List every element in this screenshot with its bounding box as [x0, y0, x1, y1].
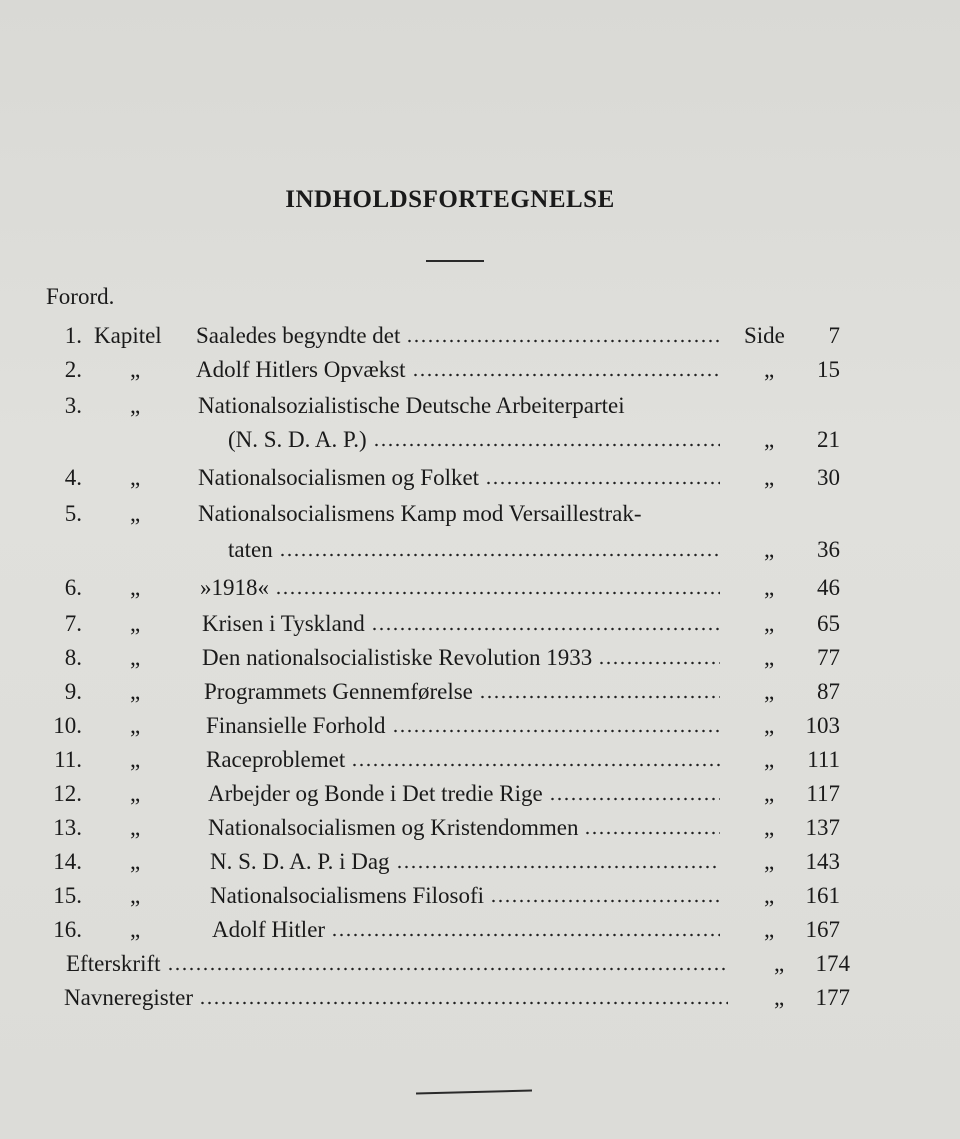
chapter-number: 3.: [64, 393, 82, 418]
chapter-title: [204, 676, 726, 708]
extra-title: [66, 948, 734, 980]
ditto-mark: „: [764, 357, 775, 382]
toc-row: [0, 390, 960, 422]
toc-row: [0, 320, 960, 352]
chapter-title-text: Saaledes begyndte det: [196, 323, 401, 348]
chapter-title: [202, 642, 726, 674]
ditto-mark: „: [130, 713, 141, 738]
page-number: 7: [828, 323, 840, 348]
dot-leader: [598, 660, 720, 666]
side-label: Side: [744, 323, 785, 348]
chapter-title-text: Adolf Hitlers Opvækst: [196, 357, 406, 382]
dot-leader: [199, 1000, 728, 1006]
chapter-title-text: N. S. D. A. P. i Dag: [210, 849, 390, 874]
dot-leader: [490, 898, 720, 904]
toc-row: [0, 676, 960, 708]
toc-row: [0, 354, 960, 386]
ditto-mark: „: [764, 537, 775, 562]
ditto-mark: „: [130, 849, 141, 874]
chapter-title-text: Raceproblemet: [206, 747, 346, 772]
extra-title-text: Navneregister: [64, 985, 193, 1010]
title-rule: [426, 260, 484, 262]
chapter-title: [196, 320, 726, 352]
ditto-mark: „: [764, 849, 775, 874]
chapter-number: 16.: [53, 917, 82, 942]
dot-leader: [412, 372, 720, 378]
dot-leader: [406, 338, 720, 344]
page-number: 15: [817, 357, 840, 382]
chapter-title: [210, 880, 726, 912]
toc-row: [0, 462, 960, 494]
toc-row: [0, 846, 960, 878]
page-number: 30: [817, 465, 840, 490]
chapter-number: 1.: [64, 323, 82, 348]
chapter-title: [196, 354, 726, 386]
chapter-title-text: Nationalsocialismens Filosofi: [210, 883, 485, 908]
ditto-mark: „: [130, 501, 141, 526]
chapter-title: [208, 812, 726, 844]
page-number: 87: [817, 679, 840, 704]
ditto-mark: „: [130, 883, 141, 908]
forord-entry: Forord.: [46, 284, 115, 309]
toc-row-continuation: [0, 424, 960, 456]
chapter-title: [198, 462, 726, 494]
dot-leader: [331, 932, 720, 938]
dot-leader: [584, 830, 720, 836]
chapter-title-text: Nationalsocialismen og Folket: [198, 465, 480, 490]
page-number: 174: [815, 951, 850, 976]
dot-leader: [396, 864, 720, 870]
toc-row: [0, 914, 960, 946]
chapter-title-text: Krisen i Tyskland: [202, 611, 365, 636]
toc-row: [0, 642, 960, 674]
extra-title-text: Efterskrift: [66, 951, 161, 976]
extra-title: [64, 982, 734, 1014]
chapter-number: 15.: [53, 883, 82, 908]
toc-row: [0, 710, 960, 742]
dot-leader: [371, 626, 720, 632]
ditto-mark: „: [764, 645, 775, 670]
chapter-title-text: Nationalsocialismen og Kristendommen: [208, 815, 579, 840]
page-number: 46: [817, 575, 840, 600]
toc-row-extra: [0, 982, 960, 1014]
page-number: 65: [817, 611, 840, 636]
dot-leader: [479, 694, 720, 700]
chapter-title-continuation: [228, 534, 726, 566]
ditto-mark: „: [130, 917, 141, 942]
chapter-number: 6.: [64, 575, 82, 600]
chapter-title-text: Adolf Hitler: [212, 917, 326, 942]
ditto-mark: „: [764, 713, 775, 738]
ditto-mark: „: [774, 951, 785, 976]
chapter-title-text: Finansielle Forhold: [206, 713, 386, 738]
chapter-title: [210, 846, 726, 878]
toc-row: [0, 778, 960, 810]
ditto-mark: „: [764, 679, 775, 704]
ditto-mark: „: [764, 747, 775, 772]
dot-leader: [485, 480, 720, 486]
chapter-number: 9.: [64, 679, 82, 704]
chapter-number: 11.: [54, 747, 82, 772]
chapter-title: [206, 710, 726, 742]
page-number: 77: [817, 645, 840, 670]
chapter-number: 4.: [64, 465, 82, 490]
chapter-title-continuation: [228, 424, 726, 456]
toc-row: [0, 812, 960, 844]
ditto-mark: „: [130, 645, 141, 670]
toc-row: [0, 880, 960, 912]
chapter-title: [202, 608, 726, 640]
toc-row: [0, 744, 960, 776]
page-number: 103: [805, 713, 840, 738]
page-number: 143: [805, 849, 840, 874]
ditto-mark: „: [130, 679, 141, 704]
dot-leader: [351, 762, 720, 768]
chapter-title-text: Den nationalsocialistiske Revolution 1933: [202, 645, 593, 670]
ditto-mark: „: [130, 393, 141, 418]
dot-leader: [549, 796, 720, 802]
toc-row: [0, 608, 960, 640]
page-number: 21: [817, 427, 840, 452]
dot-leader: [373, 442, 720, 448]
chapter-title-text: Nationalsocialismens Kamp mod Versaillestrak-: [198, 501, 642, 526]
page-number: 167: [805, 917, 840, 942]
ditto-mark: „: [130, 747, 141, 772]
page-number: 36: [817, 537, 840, 562]
page-number: 177: [815, 985, 850, 1010]
chapter-title-text: »1918«: [200, 575, 269, 600]
toc-row-extra: [0, 948, 960, 980]
ditto-mark: „: [764, 575, 775, 600]
toc-row: [0, 498, 960, 530]
ditto-mark: „: [774, 985, 785, 1010]
chapter-title-text: Arbejder og Bonde i Det tredie Rige: [208, 781, 543, 806]
ditto-mark: „: [764, 781, 775, 806]
chapter-number: 8.: [64, 645, 82, 670]
ditto-mark: „: [764, 611, 775, 636]
chapter-title: [200, 572, 726, 604]
ditto-mark: „: [764, 815, 775, 840]
chapter-number: 14.: [53, 849, 82, 874]
bottom-rule: [416, 1089, 532, 1094]
ditto-mark: „: [130, 611, 141, 636]
ditto-mark: „: [764, 465, 775, 490]
chapter-title-continuation-text: (N. S. D. A. P.): [228, 427, 367, 452]
toc-row-continuation: [0, 534, 960, 566]
chapter-title-continuation-text: taten: [228, 537, 273, 562]
chapter-number: 2.: [64, 357, 82, 382]
chapter-label: Kapitel: [94, 323, 162, 348]
toc-row: [0, 572, 960, 604]
chapter-title: [206, 744, 726, 776]
ditto-mark: „: [130, 357, 141, 382]
chapter-number: 13.: [53, 815, 82, 840]
chapter-title: [198, 498, 738, 530]
chapter-title-text: Programmets Gennemførelse: [204, 679, 473, 704]
ditto-mark: „: [764, 883, 775, 908]
ditto-mark: „: [130, 465, 141, 490]
ditto-mark: „: [130, 781, 141, 806]
ditto-mark: „: [130, 575, 141, 600]
dot-leader: [392, 728, 720, 734]
page-number: 117: [806, 781, 840, 806]
page-number: 111: [807, 747, 840, 772]
ditto-mark: „: [764, 917, 775, 942]
chapter-number: 12.: [53, 781, 82, 806]
chapter-title-text: Nationalsozialistische Deutsche Arbeiterpartei: [198, 393, 625, 418]
page-number: 161: [805, 883, 840, 908]
dot-leader: [279, 552, 720, 558]
chapter-number: 5.: [64, 501, 82, 526]
chapter-number: 7.: [64, 611, 82, 636]
dot-leader: [167, 966, 728, 972]
page-number: 137: [805, 815, 840, 840]
ditto-mark: „: [764, 427, 775, 452]
chapter-title: [198, 390, 738, 422]
page-title: INDHOLDSFORTEGNELSE: [285, 186, 615, 213]
chapter-title: [208, 778, 726, 810]
chapter-title: [212, 914, 726, 946]
dot-leader: [275, 590, 720, 596]
ditto-mark: „: [130, 815, 141, 840]
chapter-number: 10.: [53, 713, 82, 738]
